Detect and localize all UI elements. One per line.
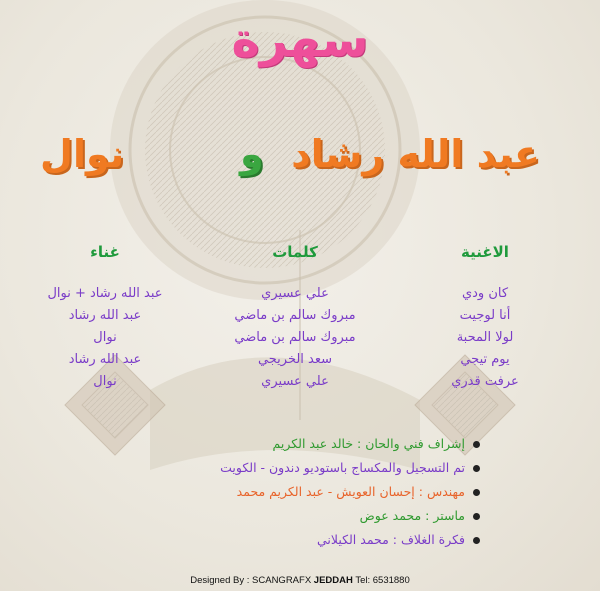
list-item: عرفت قدري xyxy=(451,374,519,389)
credit-text: مهندس : إحسان العويش - عبد الكريم محمد xyxy=(236,484,465,499)
bullet-icon xyxy=(473,441,480,448)
list-item: مبروك سالم بن ماضي xyxy=(234,308,356,323)
credit-row xyxy=(40,480,480,504)
album-title: سهرة xyxy=(231,12,369,68)
credit-row xyxy=(40,528,480,552)
list-item: كان ودي xyxy=(461,286,509,301)
designed-by-label: Designed By : xyxy=(190,575,250,586)
designer-city: JEDDAH xyxy=(313,575,353,586)
list-item: علي عسيري xyxy=(261,286,329,301)
list-item: يوم تيجي xyxy=(460,352,510,367)
artist-first: عبد الله رشاد xyxy=(291,132,540,176)
credit-row xyxy=(40,504,480,528)
header-song: الاغنية xyxy=(461,243,509,261)
designer-phone: Tel: 6531880 xyxy=(355,575,410,586)
list-item: عبد الله رشاد xyxy=(68,308,142,323)
bullet-icon xyxy=(473,537,480,544)
header-singer: غناء xyxy=(90,243,120,261)
list-item: أنا لوجيت xyxy=(459,308,511,323)
credit-text: إشراف فني والحان : خالد عبد الكريم xyxy=(272,436,465,451)
list-item: علي عسيري xyxy=(261,374,329,389)
songs-column xyxy=(430,283,540,393)
lyricists-column xyxy=(215,283,375,393)
credit-text: تم التسجيل والمكساج باستوديو دندون - الكويت xyxy=(220,460,465,475)
designer-company: SCANGRAFX xyxy=(252,575,312,586)
artist-second: نوال xyxy=(40,132,125,176)
credit-text: فكرة الغلاف : محمد الكيلاني xyxy=(316,532,465,547)
designer-credit xyxy=(0,575,600,586)
credit-row xyxy=(40,456,480,480)
credits-list xyxy=(40,432,480,552)
list-item: سعد الخريجي xyxy=(257,352,333,367)
bullet-icon xyxy=(473,489,480,496)
artist-conjunction: و xyxy=(240,132,264,176)
list-item: لولا المحبة xyxy=(456,330,514,345)
list-item: مبروك سالم بن ماضي xyxy=(234,330,356,345)
list-item: نوال xyxy=(93,374,117,389)
bullet-icon xyxy=(473,513,480,520)
list-item: نوال xyxy=(93,330,117,345)
credit-row xyxy=(40,432,480,456)
header-lyrics: كلمات xyxy=(272,243,318,261)
artists-line xyxy=(0,132,600,192)
list-item: عبد الله رشاد + نوال xyxy=(47,286,163,301)
credit-text: ماستر : محمد عوض xyxy=(359,508,465,523)
singers-column xyxy=(20,283,190,393)
bullet-icon xyxy=(473,465,480,472)
list-item: عبد الله رشاد xyxy=(68,352,142,367)
